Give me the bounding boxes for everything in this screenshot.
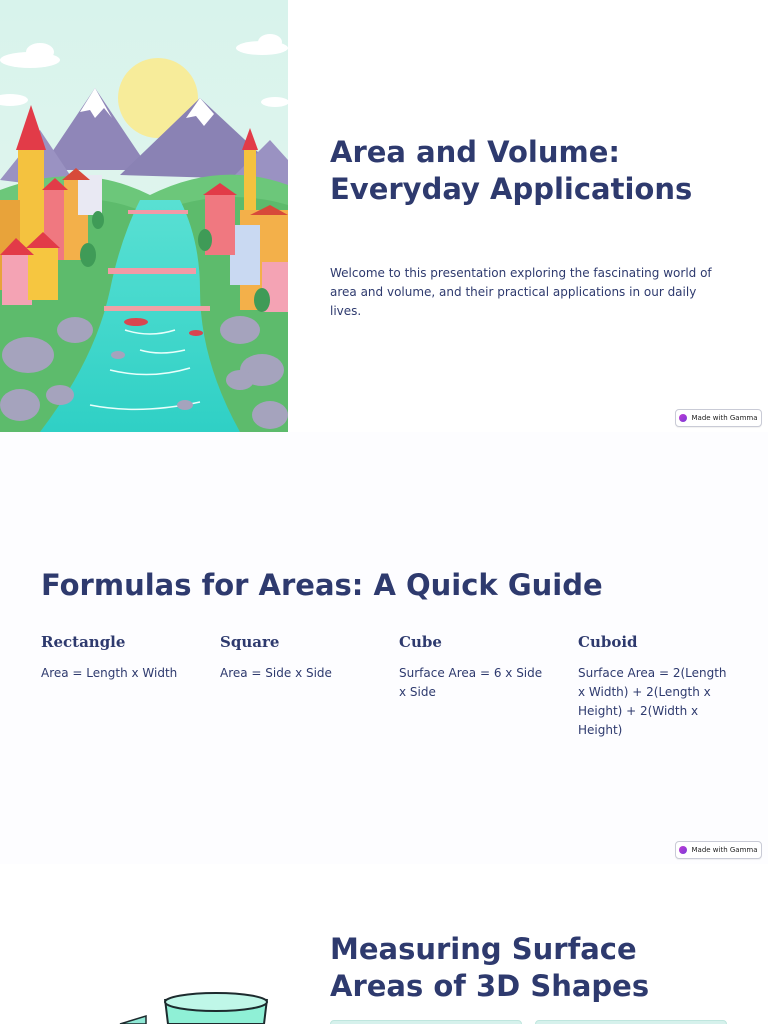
badge-label: Made with Gamma (691, 414, 758, 422)
gamma-icon (679, 846, 687, 854)
formula-heading: Cube (399, 633, 442, 651)
formula-card-cube (399, 632, 549, 702)
intro-paragraph: Welcome to this presentation exploring the fascinating world of area and volume, and their practical applications in our daily lives. (330, 266, 712, 318)
title-line-2: Areas of 3D Shapes (330, 969, 650, 1003)
title-line-1: Measuring Surface (330, 932, 637, 966)
surface-areas-title (330, 931, 750, 1005)
river-town-illustration (0, 0, 288, 432)
formula-text: Area = Length x Width (41, 666, 178, 680)
badge-label: Made with Gamma (691, 846, 758, 854)
formula-heading: Cuboid (578, 633, 638, 651)
title-line-2: Everyday Applications (330, 172, 693, 206)
slide-title (0, 0, 768, 432)
slide-surface-areas (0, 864, 768, 1024)
slide-formulas (0, 432, 768, 864)
formula-heading: Rectangle (41, 633, 126, 651)
formulas-title: Formulas for Areas: A Quick Guide (41, 568, 603, 602)
formula-card-square (220, 632, 370, 683)
shape-card-top (535, 1020, 727, 1024)
title-line-1: Area and Volume: (330, 135, 620, 169)
gamma-icon (679, 414, 687, 422)
shape-card-top (330, 1020, 522, 1024)
formula-text: Surface Area = 2(Length x Width) + 2(Length x Height) + 2(Width x Height) (578, 666, 727, 737)
formula-card-rectangle (41, 632, 191, 683)
formula-heading: Square (220, 633, 280, 651)
made-with-gamma-badge[interactable] (675, 841, 762, 859)
page-title (330, 134, 750, 208)
formula-text: Surface Area = 6 x Side x Side (399, 666, 543, 699)
formula-text: Area = Side x Side (220, 666, 332, 680)
formula-card-cuboid (578, 632, 728, 740)
cylinder-illustration (0, 864, 288, 1024)
made-with-gamma-badge[interactable] (675, 409, 762, 427)
